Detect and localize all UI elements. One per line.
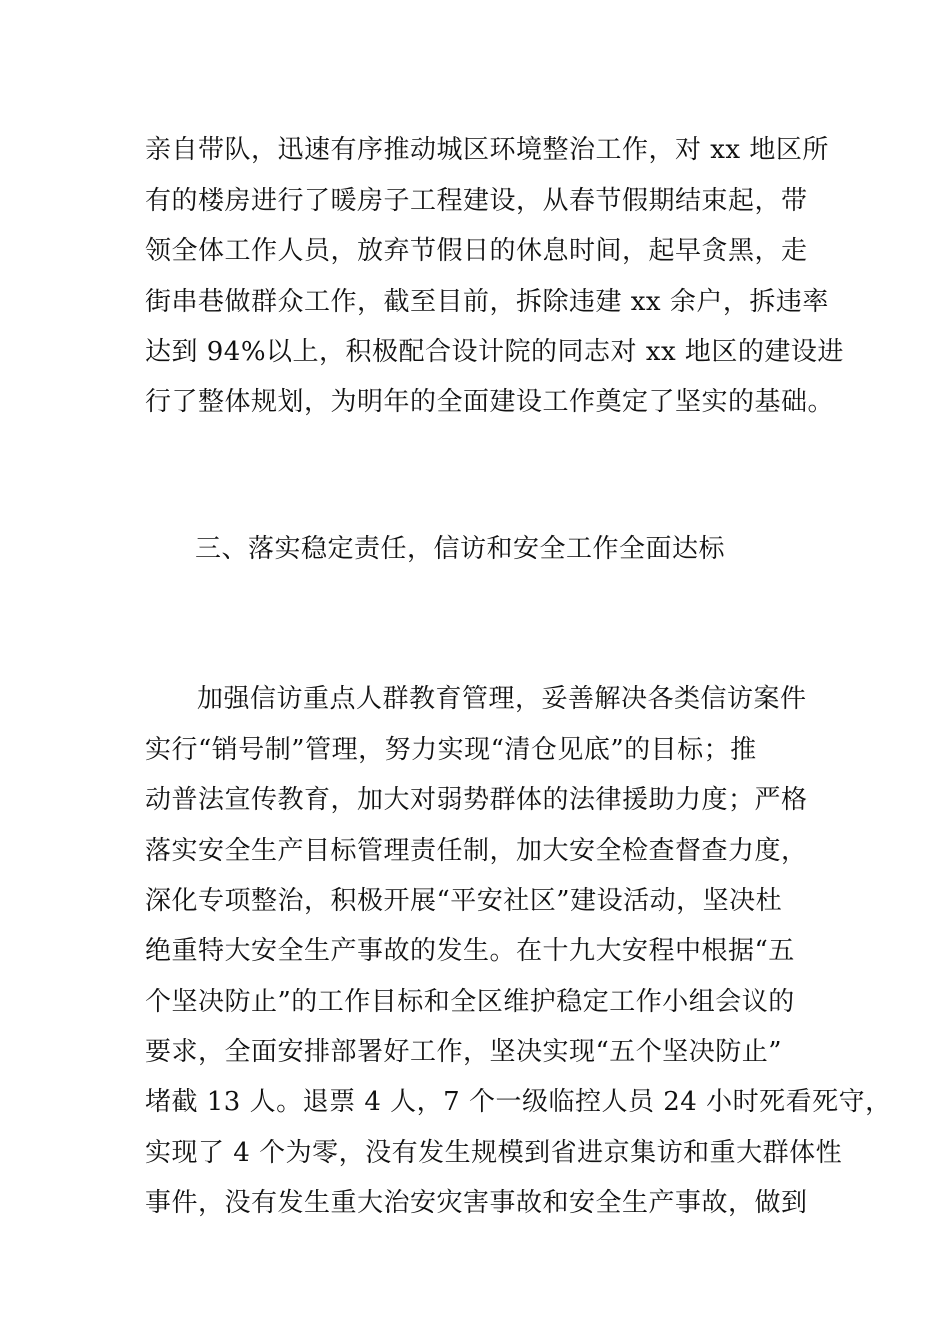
paragraph-2-line-8: 要求，全面安排部署好工作，坚决实现“五个坚决防止” — [145, 1037, 783, 1067]
paragraph-1-line-2: 有的楼房进行了暖房子工程建设，从春节假期结束起，带 — [145, 186, 808, 216]
section-heading: 三、落实稳定责任，信访和安全工作全面达标 — [195, 534, 726, 564]
paragraph-2-line-10: 实现了 4 个为零，没有发生规模到省进京集访和重大群体性 — [145, 1138, 843, 1168]
paragraph-2-line-3: 动普法宣传教育，加大对弱势群体的法律援助力度；严格 — [145, 785, 808, 815]
paragraph-1-line-3: 领全体工作人员，放弃节假日的休息时间，起早贪黑，走 — [145, 236, 808, 266]
paragraph-2-line-7: 个坚决防止”的工作目标和全区维护稳定工作小组会议的 — [145, 987, 795, 1017]
paragraph-1-line-6: 行了整体规划，为明年的全面建设工作奠定了坚实的基础。 — [145, 387, 835, 417]
paragraph-2-line-2: 实行“销号制”管理，努力实现“清仓见底”的目标；推 — [145, 735, 757, 765]
paragraph-2-line-4: 落实安全生产目标管理责任制，加大安全检查督查力度， — [145, 836, 808, 866]
paragraph-1-line-4: 街串巷做群众工作，截至目前，拆除违建 xx 余户，拆违率 — [145, 287, 829, 317]
paragraph-1-line-5: 达到 94%以上，积极配合设计院的同志对 xx 地区的建设进 — [145, 337, 844, 367]
paragraph-1-line-1: 亲自带队，迅速有序推动城区环境整治工作，对 xx 地区所 — [145, 135, 829, 165]
paragraph-2-line-5: 深化专项整治，积极开展“平安社区”建设活动，坚决杜 — [145, 886, 783, 916]
paragraph-2-line-11: 事件，没有发生重大治安灾害事故和安全生产事故，做到 — [145, 1188, 808, 1218]
paragraph-2-line-1: 加强信访重点人群教育管理，妥善解决各类信访案件 — [197, 684, 807, 714]
paragraph-2-line-6: 绝重特大安全生产事故的发生。在十九大安程中根据“五 — [145, 936, 795, 966]
paragraph-2-line-9: 堵截 13 人。退票 4 人，7 个一级临控人员 24 小时死看死守， — [145, 1087, 892, 1117]
